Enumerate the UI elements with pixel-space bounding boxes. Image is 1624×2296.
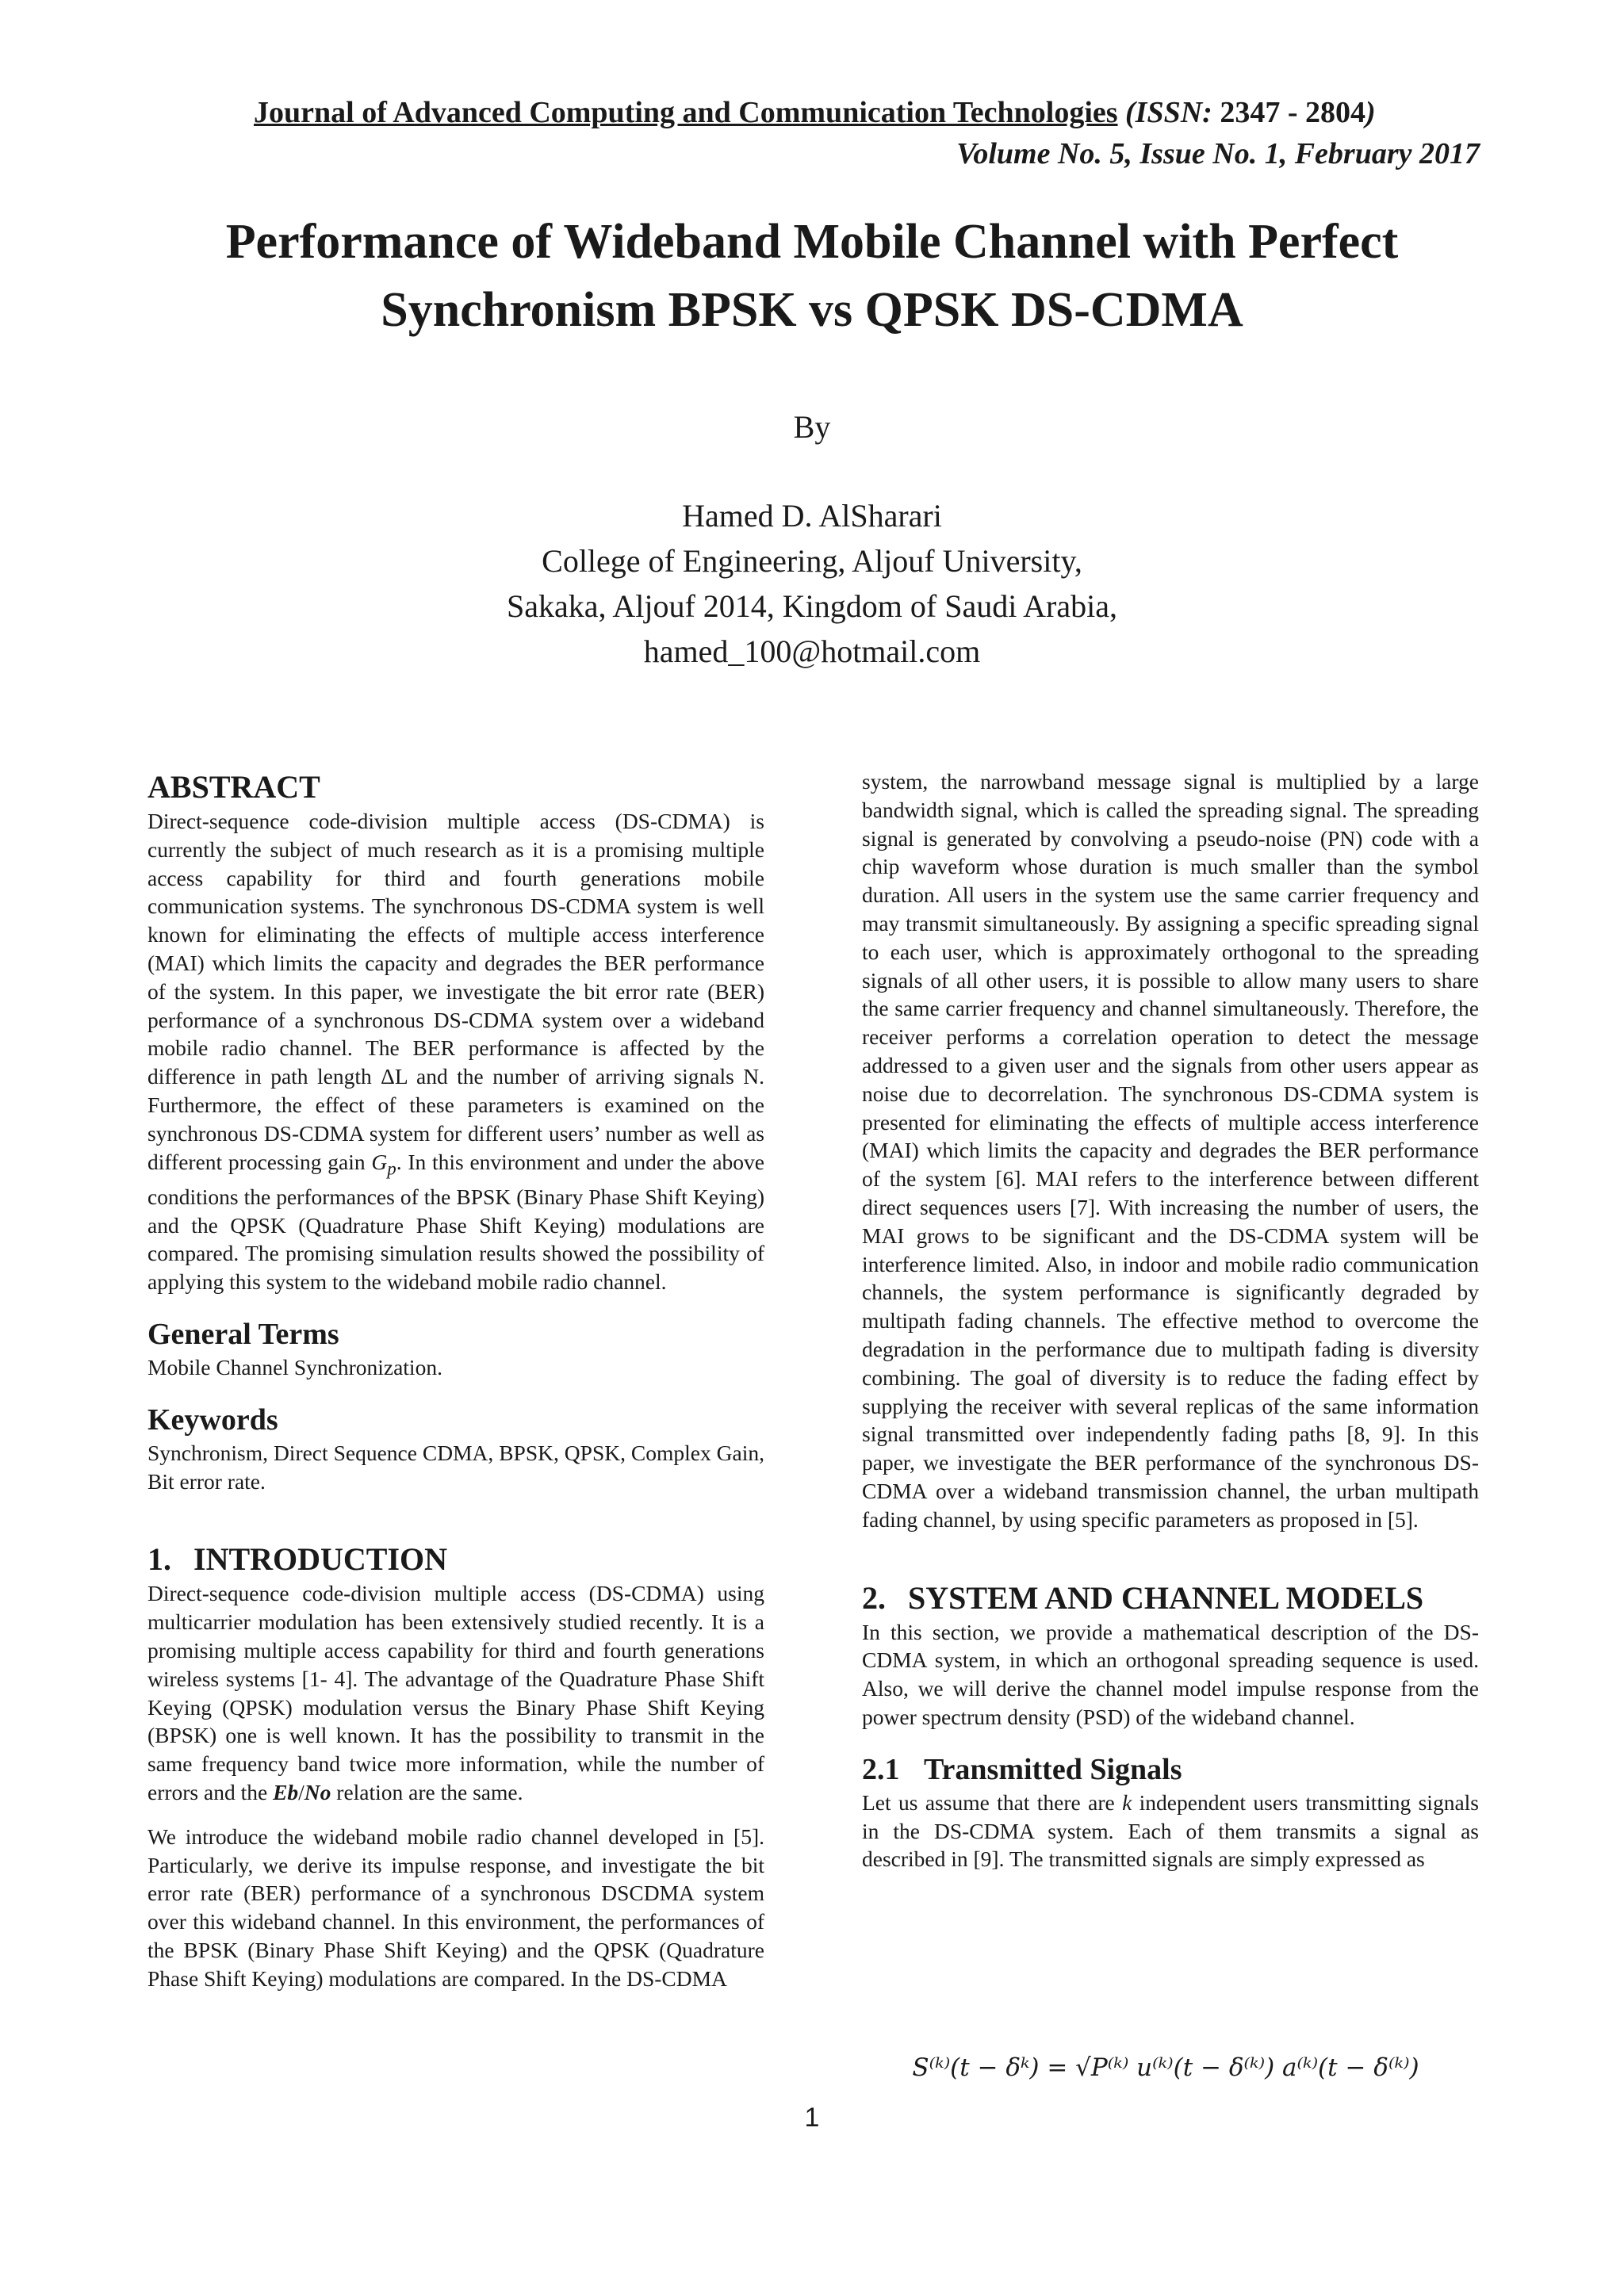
journal-name: Journal of Advanced Computing and Communication Technologies (254, 96, 1118, 129)
introduction-paragraph-2-continued: system, the narrowband message signal is multiplied by a large bandwidth signal, which is called the spreading signal. The spreading signal is generated by convolving a pseudo-noise (PN) code with a chip waveform whose duration is much smaller than the symbol duration. All users in the system use the same carrier frequency and may transmit simultaneously. By assigning a specific spreading signal to each user, which is approximately orthogonal to the spreading signals of all other users, it is possible to allow many users to share the same carrier frequency and channel simultaneously. Therefore, the receiver performs a correlation operation to detect the message addressed to a given user and the signals from other users appear as noise due to decorrelation. The synchronous DS-CDMA system is presented for eliminating the effects of multiple access interference (MAI) which limits the capacity and degrades the BER performance of the system [6]. MAI refers to the interference between different direct sequences users [7]. With increasing the number of users, the MAI grows to be significant and the DS-CDMA system will be interference limited. Also, in indoor and mobile radio communication channels, the system performance is significantly degraded by multipath fading channels. The effective method to overcome the degradation in the performance due to multipath fading is diversity combining. The goal of diversity is to reduce the fading effect by supplying the receiver with several replicas of the same information signal transmitted over independently fading paths [8, 9]. In this paper, we investigate the BER performance of the synchronous DS-CDMA over a wideband transmission channel, the urban multipath fading channel, by using specific parameters as proposed in [5]. (862, 769, 1479, 1532)
section-2-1-title: Transmitted Signals (924, 1752, 1182, 1786)
section-2-title: SYSTEM AND CHANNEL MODELS (908, 1579, 1424, 1616)
section-2-text: In this section, we provide a mathematical description of the DS-CDMA system, in which an orthogonal spreading sequence is used. Also, we will derive the channel model impulse response from the power spectrum density (PSD) of the wideband channel. (862, 1619, 1479, 1729)
byline: By (793, 409, 831, 445)
introduction-heading (147, 1540, 764, 1579)
introduction-paragraph-2: We introduce the wideband mobile radio channel developed in [5]. Particularly, we derive its impulse response, and investigate the bit error rate (BER) performance of a synchronous DSCDMA system over this wideband channel. In this environment, the performances of the BPSK (Binary Phase Shift Keying) and the QPSK (Quadrature Phase Shift Keying) modulations are compared. In the DS-CDMA (147, 1823, 764, 1991)
gp-subscript: p (387, 1158, 396, 1179)
section-2-1-heading (862, 1751, 1479, 1789)
introduction-paragraph-1 (147, 1579, 764, 1806)
abstract-heading: ABSTRACT (147, 769, 320, 805)
right-column (862, 767, 1479, 1873)
author-name: Hamed D. AlSharari (682, 498, 942, 534)
paper-title (159, 208, 1465, 344)
title-line-2: Synchronism BPSK vs QPSK DS-CDMA (381, 283, 1243, 337)
section-2-number: 2. (862, 1579, 886, 1616)
keywords-heading: Keywords (147, 1402, 278, 1437)
no-symbol: No (304, 1780, 331, 1805)
issn-close: ) (1365, 96, 1376, 129)
section-2-1-number: 2.1 (862, 1752, 900, 1786)
volume-issue: Volume No. 5, Issue No. 1, February 2017 (956, 137, 1480, 170)
author-block (0, 493, 1624, 674)
k-symbol: k (1122, 1789, 1132, 1815)
introduction-title: INTRODUCTION (193, 1541, 448, 1578)
abstract-text-a: Direct-sequence code-division multiple access (DS-CDMA) is currently the subject of much research as it is a promising multiple access capability for third and fourth generations mobile communication systems. The synchronous DS-CDMA system is well known for eliminating the effects of multiple access interference (MAI) which limits the capacity and degrades the BER performance of the system. In this paper, we investigate the bit error rate (BER) performance of a synchronous DS-CDMA system over a wideband mobile radio channel. The BER performance is affected by the difference in path length ΔL and the number of arriving signals N. Furthermore, the effect of these parameters is examined on the synchronous DS-CDMA system for different users’ number as well as different processing gain (147, 809, 764, 1174)
page-number: 1 (804, 2103, 820, 2133)
author-affiliation: College of Engineering, Aljouf University, (542, 543, 1082, 579)
general-terms-text: Mobile Channel Synchronization. (147, 1355, 442, 1380)
eb-no-slash: / (298, 1780, 304, 1805)
keywords-text: Synchronism, Direct Sequence CDMA, BPSK, QPSK, Complex Gain, Bit error rate. (147, 1440, 764, 1494)
gp-symbol (371, 1149, 396, 1179)
title-line-1: Performance of Wideband Mobile Channel with Perfect (225, 215, 1399, 269)
abstract-text (147, 807, 764, 1296)
author-email: hamed_100@hotmail.com (643, 633, 981, 669)
journal-header (254, 95, 1483, 130)
general-terms-heading: General Terms (147, 1318, 339, 1352)
eb-symbol: Eb (273, 1780, 299, 1805)
intro-p1-b: relation are the same. (331, 1780, 523, 1805)
transmitted-signal-equation: S⁽ᵏ⁾(t − δᵏ) = √P⁽ᵏ⁾ u⁽ᵏ⁾(t − δ⁽ᵏ⁾) a⁽ᵏ⁾(t − δ⁽ᵏ⁾) (912, 2053, 1419, 2082)
left-column (147, 767, 764, 1993)
section-2-1-text-b: independent users transmitting signals in the DS-CDMA system. Each of them transmits a signal as described in [9]. The transmitted signals are simply expressed as (862, 1789, 1479, 1872)
introduction-number: 1. (147, 1541, 171, 1578)
section-2-heading (862, 1578, 1479, 1618)
section-2-1-text (862, 1789, 1479, 1873)
author-address: Sakaka, Aljouf 2014, Kingdom of Saudi Arabia, (507, 588, 1117, 624)
issn-number: 2347 - 2804 (1220, 96, 1365, 129)
issn-label: (ISSN: (1125, 96, 1212, 129)
abstract-text-b: . In this environment and under the above conditions the performances of the BPSK (Binary Phase Shift Keying) and the QPSK (Quadrature Phase Shift Keying) modulations are compared. The promising simulation results showed the possibility of applying this system to the wideband mobile radio channel. (147, 1149, 764, 1295)
gp-base: G (371, 1149, 388, 1174)
section-2-1-text-a: Let us assume that there are (862, 1789, 1123, 1815)
intro-p1-a: Direct-sequence code-division multiple access (DS-CDMA) using multicarrier modulation has been extensively studied recently. It is a promising multiple access capability for third and fourth generations wireless systems [1- 4]. The advantage of the Quadrature Phase Shift Keying (QPSK) modulation versus the Binary Phase Shift Keying (BPSK) one is well known. It has the possibility to transmit in the same frequency band twice more information, while the number of errors and the (147, 1581, 764, 1805)
